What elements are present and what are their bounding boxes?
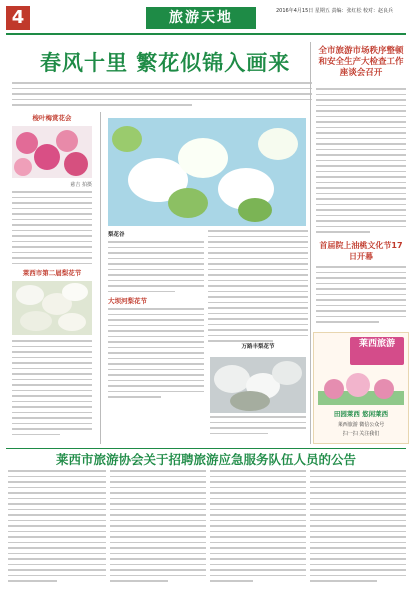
promo-wechat: 莱西旅游 微信公众号 xyxy=(337,422,385,428)
left-article-body xyxy=(12,181,92,267)
left-lower-article-body xyxy=(12,340,92,440)
right-article-body-2 xyxy=(316,266,406,328)
left-article-title: 梭叶梅赏花会 xyxy=(32,114,72,122)
main-headline: 春风十里 繁花似锦入画来 xyxy=(40,50,291,75)
bottom-column-2 xyxy=(110,470,206,596)
white-blossom-photo xyxy=(108,118,306,226)
right-article-title-1: 全市旅游市场秩序整顿和安全生产大检查工作座谈会召开 xyxy=(318,46,404,78)
middle-label-1: 梨花谷 xyxy=(108,232,125,238)
inner-title-wrap xyxy=(208,342,308,354)
orchard-photo xyxy=(210,357,306,413)
promo-slogan: 田园莱西 悠闲莱西 xyxy=(333,410,389,418)
column-divider-2 xyxy=(310,42,311,444)
promo-scan-hint: 扫一扫 关注我们 xyxy=(342,431,380,437)
left-lower-title-wrap xyxy=(8,268,96,280)
header-rule xyxy=(6,33,406,35)
left-photo-caption: 慈吉 拍摄 xyxy=(70,182,92,188)
issue-meta: 2016年4月15日 星期五 责编：张红松 校对：赵良兵 xyxy=(276,8,394,14)
promo-tag: 莱西旅游 xyxy=(350,337,404,365)
middle-right-column xyxy=(208,230,308,342)
orchard-caption-lines xyxy=(210,416,306,444)
section-title: 旅游天地 xyxy=(146,7,256,29)
right-article-title-2: 首届院上油桃文化节17日开幕 xyxy=(319,241,403,261)
cherry-blossom-photo xyxy=(12,126,92,178)
left-lower-article-title: 莱西市第二届梨花节 xyxy=(22,269,82,277)
inner-article-title: 万路丰梨花节 xyxy=(241,344,275,350)
bottom-column-1 xyxy=(8,470,106,596)
bottom-section-rule xyxy=(6,448,406,449)
landscape-illustration xyxy=(318,369,404,405)
pear-blossom-photo xyxy=(12,281,92,335)
intro-paragraph xyxy=(12,82,312,108)
bottom-headline: 莱西市旅游协会关于招聘旅游应急服务队伍人员的公告 xyxy=(55,452,356,467)
bottom-column-4 xyxy=(310,470,406,596)
tourism-promo-box xyxy=(313,332,409,444)
right-article-body-1 xyxy=(316,88,406,238)
middle-article-title: 大坝河梨花节 xyxy=(108,297,147,305)
bottom-column-3 xyxy=(210,470,306,596)
column-divider-1 xyxy=(100,112,101,444)
page-number: 4 xyxy=(6,6,30,30)
middle-left-column xyxy=(108,230,204,440)
page-header xyxy=(6,6,406,32)
